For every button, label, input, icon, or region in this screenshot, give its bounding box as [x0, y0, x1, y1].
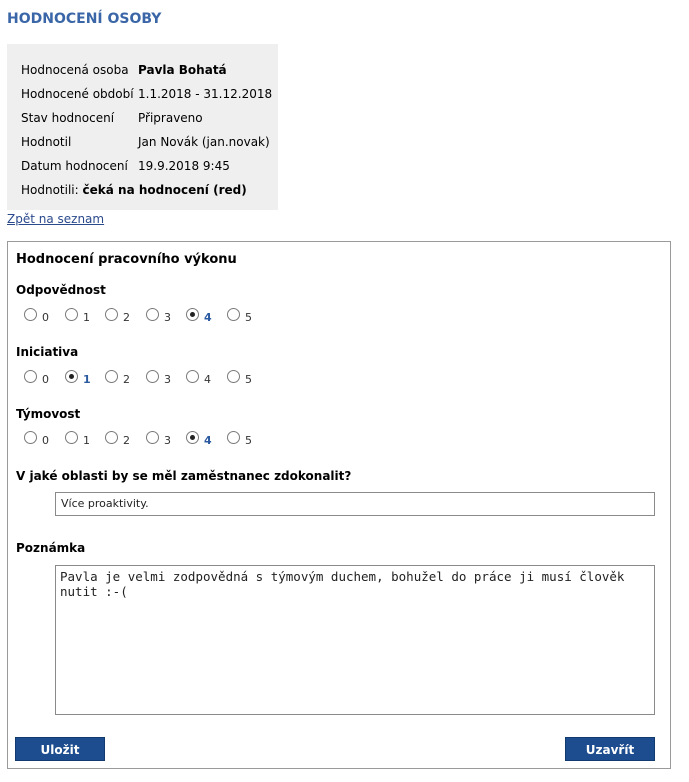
radio-option-label: 1: [83, 373, 91, 386]
rating-option-1[interactable]: [65, 370, 95, 386]
radio-option-label: 2: [123, 311, 130, 324]
radio-button[interactable]: [146, 431, 159, 444]
radio-button[interactable]: [105, 431, 118, 444]
radio-button[interactable]: [65, 431, 78, 444]
radio-option-label: 0: [42, 311, 49, 324]
info-label: Hodnocené období: [21, 87, 134, 101]
rating-option-0[interactable]: [24, 308, 54, 324]
save-button[interactable]: Uložit: [15, 737, 105, 761]
improve-input[interactable]: Více proaktivity.: [55, 492, 655, 516]
radio-button[interactable]: [146, 308, 159, 321]
radio-button[interactable]: [146, 370, 159, 383]
radio-button[interactable]: [24, 431, 37, 444]
radio-button[interactable]: [227, 431, 240, 444]
radio-button[interactable]: [186, 370, 199, 383]
info-row-evaluators: [21, 183, 247, 197]
radio-option-label: 3: [164, 373, 171, 386]
info-panel: [7, 44, 278, 210]
rating-option-0[interactable]: [24, 370, 54, 386]
info-value: Připraveno: [138, 111, 203, 125]
rating-option-4[interactable]: [186, 431, 216, 447]
page-title: HODNOCENÍ OSOBY: [7, 11, 162, 27]
rating-option-2[interactable]: [105, 431, 135, 447]
close-button[interactable]: Uzavřít: [565, 737, 655, 761]
section-title: Hodnocení pracovního výkonu: [16, 252, 237, 267]
rating-option-0[interactable]: [24, 431, 54, 447]
info-label: Datum hodnocení: [21, 159, 128, 173]
rating-option-5[interactable]: [227, 431, 257, 447]
radio-option-label: 4: [204, 311, 212, 324]
radio-button[interactable]: [65, 308, 78, 321]
rating-label-responsibility: Odpovědnost: [16, 283, 106, 297]
radio-option-label: 3: [164, 434, 171, 447]
rating-option-5[interactable]: [227, 308, 257, 324]
rating-option-1[interactable]: [65, 431, 95, 447]
info-value: 1.1.2018 - 31.12.2018: [138, 87, 273, 101]
radio-option-label: 0: [42, 373, 49, 386]
radio-option-label: 0: [42, 434, 49, 447]
evaluators-label: Hodnotili:: [21, 183, 79, 197]
rating-option-3[interactable]: [146, 370, 176, 386]
note-label: Poznámka: [16, 541, 86, 555]
rating-option-4[interactable]: [186, 370, 216, 386]
evaluators-status: čeká na hodnocení (red): [82, 183, 247, 197]
evaluation-form: [7, 241, 671, 769]
rating-option-1[interactable]: [65, 308, 95, 324]
rating-option-3[interactable]: [146, 308, 176, 324]
radio-option-label: 3: [164, 311, 171, 324]
info-label: Hodnocená osoba: [21, 63, 129, 77]
radio-option-label: 5: [245, 373, 252, 386]
note-textarea[interactable]: Pavla je velmi zodpovědná s týmovým duchem, bohužel do práce ji musí člověk nutit :-(: [55, 565, 655, 715]
info-value: 19.9.2018 9:45: [138, 159, 230, 173]
radio-option-label: 1: [83, 434, 90, 447]
radio-option-label: 4: [204, 434, 212, 447]
rating-option-2[interactable]: [105, 308, 135, 324]
rating-label-teamwork: Týmovost: [16, 407, 81, 421]
radio-option-label: 4: [204, 373, 211, 386]
radio-button[interactable]: [186, 308, 199, 321]
radio-option-label: 2: [123, 434, 130, 447]
info-value: Jan Novák (jan.novak): [138, 135, 270, 149]
rating-option-3[interactable]: [146, 431, 176, 447]
radio-button[interactable]: [105, 370, 118, 383]
radio-option-label: 5: [245, 434, 252, 447]
rating-option-5[interactable]: [227, 370, 257, 386]
rating-option-2[interactable]: [105, 370, 135, 386]
radio-button[interactable]: [105, 308, 118, 321]
radio-button[interactable]: [24, 370, 37, 383]
radio-button[interactable]: [186, 431, 199, 444]
rating-label-initiative: Iniciativa: [16, 345, 79, 359]
back-to-list-link[interactable]: Zpět na seznam: [7, 212, 105, 226]
radio-option-label: 1: [83, 311, 90, 324]
radio-button[interactable]: [227, 370, 240, 383]
radio-button[interactable]: [24, 308, 37, 321]
radio-button[interactable]: [227, 308, 240, 321]
radio-option-label: 5: [245, 311, 252, 324]
info-label: Stav hodnocení: [21, 111, 115, 125]
radio-button[interactable]: [65, 370, 78, 383]
rating-option-4[interactable]: [186, 308, 216, 324]
info-value: Pavla Bohatá: [138, 63, 227, 77]
improve-question-label: V jaké oblasti by se měl zaměstnanec zdokonalit?: [16, 469, 352, 483]
info-label: Hodnotil: [21, 135, 72, 149]
radio-option-label: 2: [123, 373, 130, 386]
